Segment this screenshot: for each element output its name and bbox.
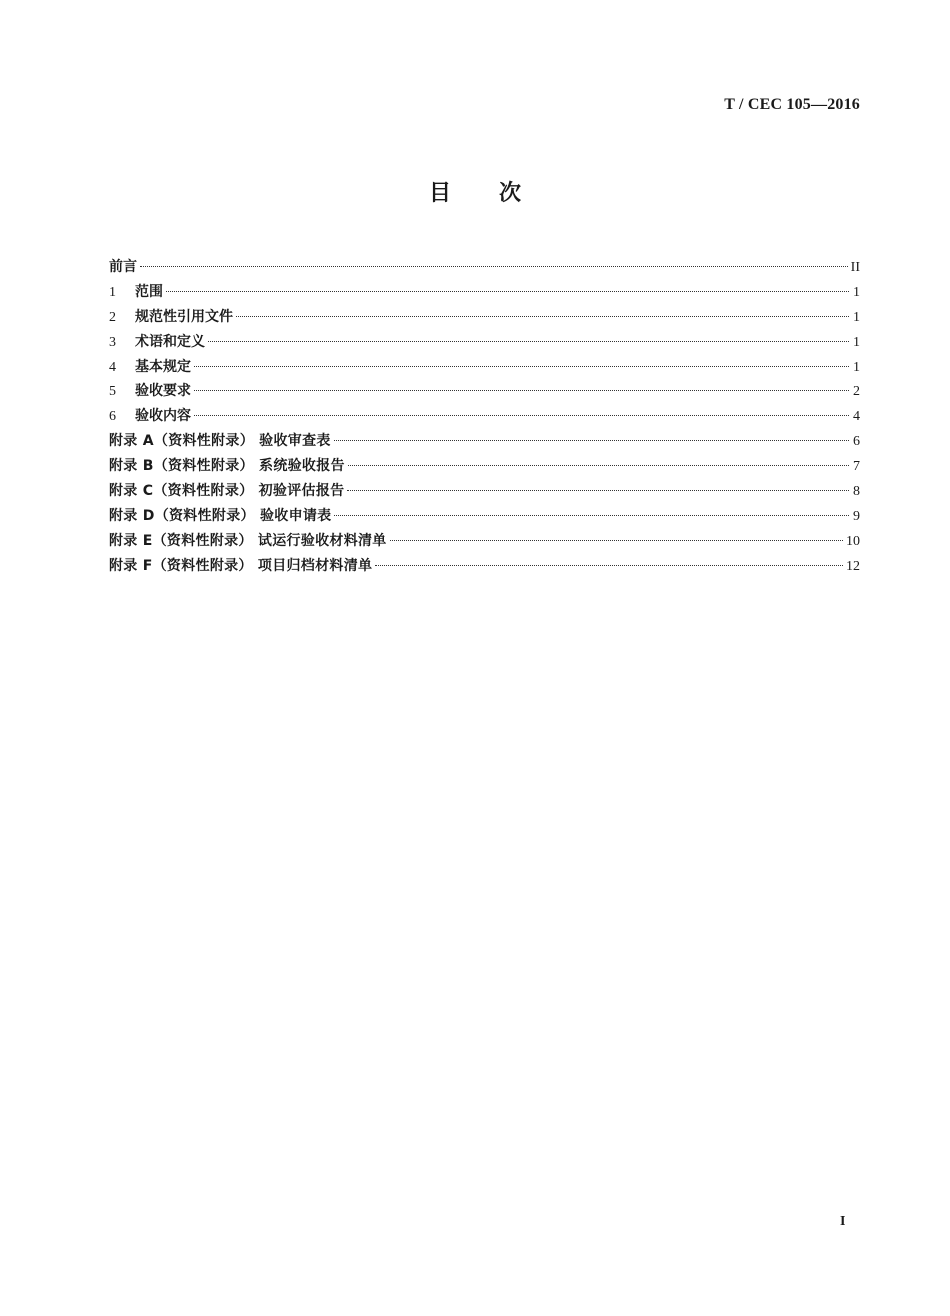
toc-entry-number: 3: [109, 334, 116, 350]
toc-entry[interactable]: [109, 480, 860, 505]
toc-entry-label: 范围: [135, 283, 163, 300]
toc-dot-leader: [194, 390, 849, 391]
toc-dot-leader: [194, 415, 849, 416]
toc-entry[interactable]: [109, 555, 860, 580]
toc-entry-page: 8: [853, 484, 860, 500]
toc-dot-leader: [347, 490, 849, 491]
table-of-contents: [109, 256, 860, 580]
toc-entry[interactable]: [109, 430, 860, 455]
page-title: [0, 176, 950, 207]
toc-entry-label: 基本规定: [135, 358, 191, 375]
toc-entry[interactable]: [109, 380, 860, 405]
toc-entry-number: 2: [109, 309, 116, 325]
toc-entry-page: 2: [853, 384, 860, 400]
toc-entry-page: 1: [853, 359, 860, 375]
toc-entry[interactable]: [109, 331, 860, 356]
toc-entry-label: 规范性引用文件: [135, 308, 233, 325]
toc-entry-label: 附录 D（资料性附录） 验收申请表: [109, 507, 332, 524]
toc-dot-leader: [348, 465, 849, 466]
toc-dot-leader: [375, 565, 843, 566]
toc-entry[interactable]: [109, 455, 860, 480]
toc-entry[interactable]: [109, 505, 860, 530]
toc-entry-page: 1: [853, 309, 860, 325]
toc-entry-page: 4: [853, 409, 860, 425]
toc-dot-leader: [208, 341, 849, 342]
toc-entry-label: 附录 C（资料性附录） 初验评估报告: [109, 483, 345, 500]
page-title-part1: 目: [428, 181, 451, 206]
toc-entry-page: 6: [853, 434, 860, 450]
toc-entry-number: 1: [109, 284, 116, 300]
toc-dot-leader: [334, 515, 849, 516]
toc-entry-label: 术语和定义: [135, 333, 205, 350]
toc-entry-label: 验收要求: [135, 383, 191, 400]
toc-entry-number: 5: [109, 384, 116, 400]
toc-entry[interactable]: [109, 530, 860, 555]
toc-entry-page: 1: [853, 284, 860, 300]
toc-entry-page: 10: [846, 533, 860, 549]
toc-entry[interactable]: [109, 306, 860, 331]
toc-entry-page: II: [850, 260, 860, 275]
toc-dot-leader: [166, 291, 849, 292]
toc-dot-leader: [194, 366, 849, 367]
toc-entry-label: 附录 A（资料性附录） 验收审查表: [109, 433, 331, 450]
toc-entry[interactable]: [109, 405, 860, 430]
toc-entry-page: 12: [846, 558, 860, 574]
toc-entry[interactable]: [109, 356, 860, 381]
toc-entry[interactable]: [109, 256, 860, 281]
toc-entry-label: 附录 F（资料性附录） 项目归档材料清单: [109, 557, 373, 574]
toc-entry-number: 6: [109, 409, 116, 425]
toc-dot-leader: [334, 440, 849, 441]
toc-dot-leader: [236, 316, 849, 317]
toc-entry-page: 7: [853, 459, 860, 475]
toc-dot-leader: [390, 540, 843, 541]
toc-entry-page: 1: [853, 334, 860, 350]
toc-entry-label: 前言: [109, 259, 137, 275]
toc-entry-page: 9: [853, 508, 860, 524]
page-title-part2: 次: [499, 181, 522, 206]
toc-dot-leader: [140, 266, 848, 267]
toc-entry-label: 验收内容: [135, 408, 191, 425]
page-number: I: [840, 1214, 846, 1229]
toc-entry-label: 附录 B（资料性附录） 系统验收报告: [109, 458, 345, 475]
toc-entry-number: 4: [109, 359, 116, 375]
standard-code: T / CEC 105—2016: [724, 96, 860, 113]
toc-entry-label: 附录 E（资料性附录） 试运行验收材料清单: [109, 532, 387, 549]
toc-entry[interactable]: [109, 281, 860, 306]
